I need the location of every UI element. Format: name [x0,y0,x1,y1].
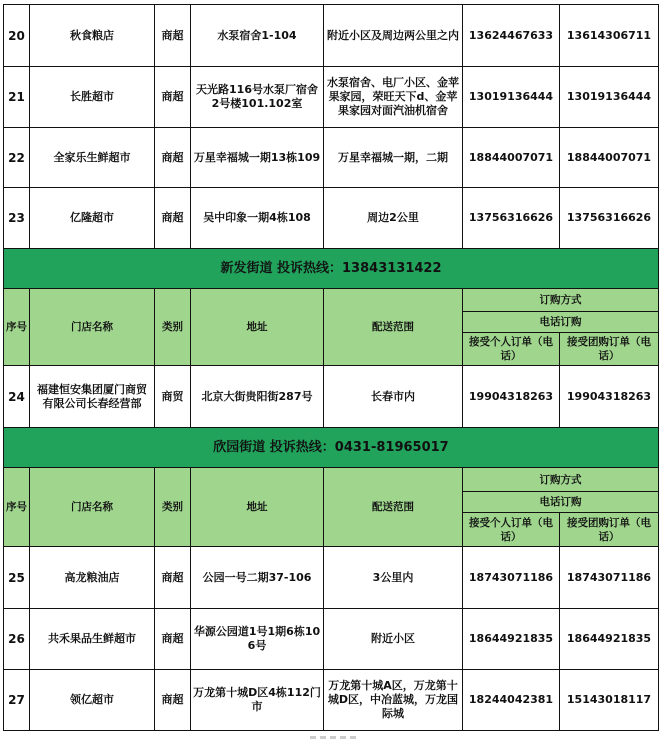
header-category: 类别 [155,289,191,366]
store-name: 高龙粮油店 [30,547,155,609]
table-row [4,188,659,249]
personal-order-phone: 18743071186 [463,547,560,609]
store-category: 商超 [155,188,191,249]
store-address: 北京大街贵阳街287号 [191,366,324,428]
store-name: 领亿超市 [30,670,155,731]
delivery-range: 万龙第十城A区，万龙第十城D区，中冶蓝城，万龙国际城 [324,670,463,731]
store-name: 福建恒安集团厦门商贸有限公司长春经营部 [30,366,155,428]
personal-order-phone: 18644921835 [463,609,560,670]
row-no: 22 [4,128,30,188]
group-order-phone: 18743071186 [560,547,659,609]
header-delivery: 配送范围 [324,289,463,366]
store-address: 水泵宿舍1-104 [191,5,324,67]
store-name: 亿隆超市 [30,188,155,249]
row-no: 26 [4,609,30,670]
header-phone-order: 电话订购 [463,312,659,333]
store-address: 万龙第十城D区4栋112门市 [191,670,324,731]
store-address: 天光路116号水泵厂宿舍2号楼101.102室 [191,67,324,128]
header-group: 接受团购订单（电话） [560,333,659,366]
store-category: 商超 [155,67,191,128]
store-category: 商超 [155,670,191,731]
header-row [4,468,659,492]
store-category: 商超 [155,609,191,670]
header-no: 序号 [4,468,30,547]
section-band-xinyuan [4,428,659,468]
personal-order-phone: 13019136444 [463,67,560,128]
table-row [4,5,659,67]
header-delivery: 配送范围 [324,468,463,547]
store-category: 商超 [155,547,191,609]
personal-order-phone: 13756316626 [463,188,560,249]
personal-order-phone: 13624467633 [463,5,560,67]
row-no: 23 [4,188,30,249]
store-category: 商超 [155,128,191,188]
header-category: 类别 [155,468,191,547]
header-store: 门店名称 [30,289,155,366]
store-address: 公园一号二期37-106 [191,547,324,609]
row-no: 24 [4,366,30,428]
group-order-phone: 13756316626 [560,188,659,249]
store-category: 商超 [155,5,191,67]
header-personal: 接受个人订单（电话） [463,513,560,547]
section-band-xinfa [4,249,659,289]
delivery-range: 长春市内 [324,366,463,428]
header-address: 地址 [191,289,324,366]
table-row [4,547,659,609]
store-name: 共禾果品生鲜超市 [30,609,155,670]
group-order-phone: 13614306711 [560,5,659,67]
store-table [3,4,659,731]
store-name: 秋食粮店 [30,5,155,67]
group-order-phone: 15143018117 [560,670,659,731]
table-row [4,609,659,670]
row-no: 20 [4,5,30,67]
section-title: 欣园街道 投诉热线：0431-81965017 [4,428,659,468]
header-personal: 接受个人订单（电话） [463,333,560,366]
delivery-range: 万星幸福城一期，二期 [324,128,463,188]
store-address: 吴中印象一期4栋108 [191,188,324,249]
group-order-phone: 18844007071 [560,128,659,188]
table-row [4,67,659,128]
header-order-method: 订购方式 [463,289,659,312]
section-title: 新发街道 投诉热线：13843131422 [4,249,659,289]
personal-order-phone: 18244042381 [463,670,560,731]
row-no: 21 [4,67,30,128]
delivery-range: 附近小区及周边两公里之内 [324,5,463,67]
row-no: 27 [4,670,30,731]
header-row [4,289,659,312]
personal-order-phone: 19904318263 [463,366,560,428]
delivery-range: 周边2公里 [324,188,463,249]
delivery-range: 3公里内 [324,547,463,609]
delivery-range: 附近小区 [324,609,463,670]
table-row [4,366,659,428]
store-address: 万星幸福城一期13栋109 [191,128,324,188]
delivery-range: 水泵宿舍、电厂小区、金苹果家园，荣旺天下d、金苹果家园对面汽油机宿舍 [324,67,463,128]
header-store: 门店名称 [30,468,155,547]
header-address: 地址 [191,468,324,547]
group-order-phone: 18644921835 [560,609,659,670]
header-phone-order: 电话订购 [463,492,659,513]
store-name: 全家乐生鲜超市 [30,128,155,188]
store-name: 长胜超市 [30,67,155,128]
header-order-method: 订购方式 [463,468,659,492]
table-row [4,128,659,188]
table-row [4,670,659,731]
group-order-phone: 19904318263 [560,366,659,428]
row-no: 25 [4,547,30,609]
header-group: 接受团购订单（电话） [560,513,659,547]
header-no: 序号 [4,289,30,366]
store-address: 华源公园道1号1期6栋106号 [191,609,324,670]
store-category: 商贸 [155,366,191,428]
personal-order-phone: 18844007071 [463,128,560,188]
watermark-fragment [310,736,360,739]
group-order-phone: 13019136444 [560,67,659,128]
